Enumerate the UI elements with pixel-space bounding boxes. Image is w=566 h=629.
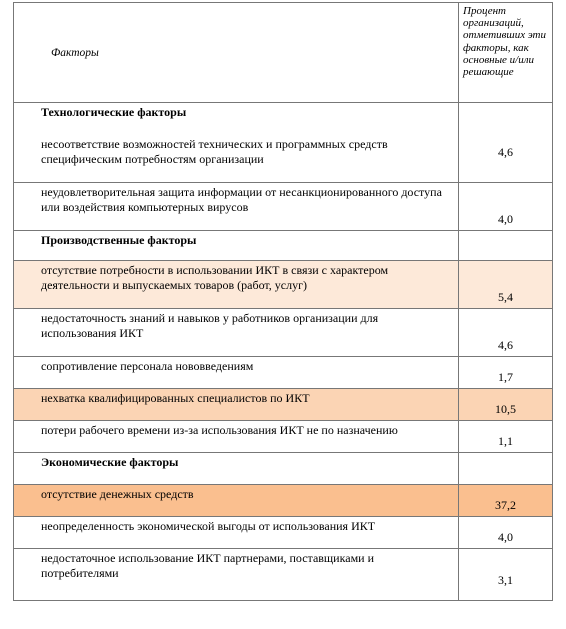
section-title: Технологические факторы <box>14 103 459 123</box>
factor-cell: недостаточное использование ИКТ партнерами, поставщиками и потребителями <box>14 549 459 601</box>
table-row <box>14 261 553 309</box>
factor-cell: недостаточность знаний и навыков у работников организации для использования ИКТ <box>14 309 459 357</box>
section-title-row <box>14 231 553 261</box>
value-cell: 1,7 <box>459 357 553 389</box>
value-cell: 1,1 <box>459 421 553 453</box>
header-factors: Факторы <box>14 3 459 103</box>
section-title-row <box>14 453 553 485</box>
factor-cell: нехватка квалифицированных специалистов по ИКТ <box>14 389 459 421</box>
table-row <box>14 183 553 231</box>
factor-cell: неопределенность экономической выгоды от использования ИКТ <box>14 517 459 549</box>
table-row <box>14 309 553 357</box>
section-title-row <box>14 103 553 123</box>
section-value-empty <box>459 231 553 261</box>
table-row <box>14 357 553 389</box>
table-row <box>14 549 553 601</box>
factor-cell: отсутствие денежных средств <box>14 485 459 517</box>
table-row <box>14 389 553 421</box>
value-cell: 4,0 <box>459 517 553 549</box>
section-title: Экономические факторы <box>14 453 459 485</box>
value-cell: 5,4 <box>459 261 553 309</box>
value-cell: 4,6 <box>459 309 553 357</box>
value-cell: 4,6 <box>459 123 553 183</box>
section-value-empty <box>459 103 553 123</box>
factors-table <box>13 2 553 601</box>
header-percent: Процент организаций, отметивших эти факторы, как основные и/или решающие <box>459 3 553 103</box>
value-cell: 3,1 <box>459 549 553 601</box>
section-value-empty <box>459 453 553 485</box>
factor-cell: отсутствие потребности в использовании ИКТ в связи с характером деятельности и выпускаемых товаров (работ, услуг) <box>14 261 459 309</box>
section-title: Производственные факторы <box>14 231 459 261</box>
factor-cell: несоответствие возможностей технических и программных средств специфическим потребностям организации <box>14 123 459 183</box>
value-cell: 37,2 <box>459 485 553 517</box>
factor-cell: потери рабочего времени из-за использования ИКТ не по назначению <box>14 421 459 453</box>
table-row <box>14 517 553 549</box>
table-row <box>14 485 553 517</box>
value-cell: 4,0 <box>459 183 553 231</box>
table-row <box>14 421 553 453</box>
value-cell: 10,5 <box>459 389 553 421</box>
factor-cell: неудовлетворительная защита информации от несанкционированного доступа или воздействия компьютерных вирусов <box>14 183 459 231</box>
table-row <box>14 123 553 183</box>
header-row <box>14 3 553 103</box>
factor-cell: сопротивление персонала нововведениям <box>14 357 459 389</box>
